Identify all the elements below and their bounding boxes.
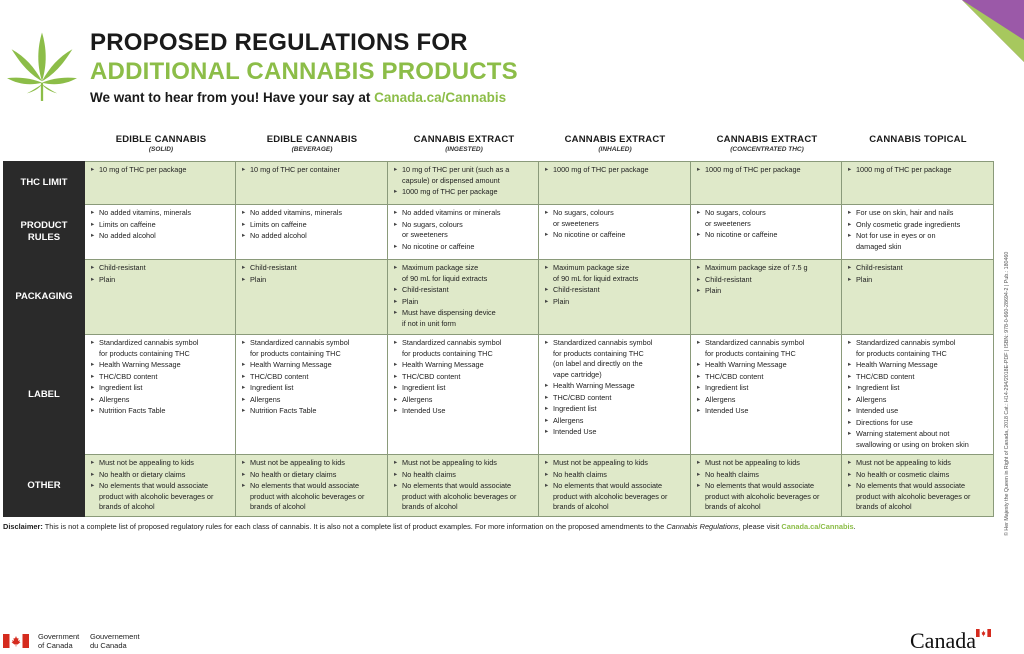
bullet-list: [545, 263, 684, 307]
gov-fr-line2: du Canada: [90, 640, 127, 650]
list-item: ▸ Standardized cannabis symbol for products containing THC: [394, 338, 532, 359]
list-item: ▸ THC/CBD content: [242, 372, 381, 383]
list-item: ▸ Health Warning Message: [848, 360, 987, 371]
list-item: ▸ No nicotine or caffeine: [697, 230, 835, 241]
table-cell: [539, 260, 691, 335]
bullet-list: [697, 338, 835, 417]
list-item: ▸ No nicotine or caffeine: [394, 242, 532, 253]
list-item: ▸ 10 mg of THC per container: [242, 165, 381, 176]
list-item: ▸ Child-resistant: [242, 263, 381, 274]
list-item: ▸ No health claims: [394, 470, 532, 481]
list-item: ▸ 1000 mg of THC per package: [697, 165, 835, 176]
list-item: ▸ Standardized cannabis symbol for products containing THC (on label and directly on the vape cartridge): [545, 338, 684, 380]
list-item: ▸ Must not be appealing to kids: [394, 458, 532, 469]
list-item: ▸ No elements that would associate product with alcoholic beverages or brands of alcohol: [394, 481, 532, 513]
list-item: ▸ Intended Use: [545, 427, 684, 438]
row-packaging: [4, 260, 994, 335]
list-item: ▸ Intended Use: [394, 406, 532, 417]
bullet-list: [242, 263, 381, 285]
list-item: ▸ Must not be appealing to kids: [545, 458, 684, 469]
table-cell: [85, 205, 236, 260]
bullet-list: [697, 458, 835, 513]
list-item: ▸ For use on skin, hair and nails: [848, 208, 987, 219]
list-item: ▸ No added alcohol: [242, 231, 381, 242]
list-item: ▸ Standardized cannabis symbol for products containing THC: [848, 338, 987, 359]
table-cell: [85, 455, 236, 517]
row-header-other: OTHER: [4, 455, 85, 517]
column-header-title: CANNABIS TOPICAL: [869, 134, 967, 145]
list-item: ▸ Plain: [394, 297, 532, 308]
row-thc-limit: [4, 162, 994, 205]
subtitle-text: We want to hear from you! Have your say at: [90, 90, 375, 105]
bullet-list: [545, 458, 684, 513]
list-item: ▸ Health Warning Message: [91, 360, 229, 371]
list-item: ▸ No added vitamins or minerals: [394, 208, 532, 219]
row-product-rules: [4, 205, 994, 260]
column-header-subtitle: (BEVERAGE): [291, 146, 333, 153]
table-cell: [691, 205, 842, 260]
list-item: ▸ Ingredient list: [394, 383, 532, 394]
column-header-subtitle: (INHALED): [598, 146, 632, 153]
column-header-edible-beverage: [236, 134, 388, 153]
list-item: ▸ 1000 mg of THC per package: [848, 165, 987, 176]
table-cell: [388, 162, 539, 205]
table-cell: [85, 335, 236, 455]
list-item: ▸ Child-resistant: [545, 285, 684, 296]
list-item: ▸ Not for use in eyes or on damaged skin: [848, 231, 987, 252]
list-item: ▸ No elements that would associate product with alcoholic beverages or brands of alcohol: [848, 481, 987, 513]
bullet-list: [697, 263, 835, 297]
list-item: ▸ Must have dispensing device if not in unit form: [394, 308, 532, 329]
gov-en-line1: Government: [38, 632, 80, 641]
bullet-list: [545, 165, 684, 176]
canada-flag-icon: [3, 634, 29, 648]
column-header-edible-solid: [85, 134, 237, 153]
table-cell: [539, 162, 691, 205]
page-subtitle: [90, 90, 506, 105]
table-cell: [236, 335, 388, 455]
government-of-canada-fr: [90, 633, 140, 650]
disclaimer-italic: Cannabis Regulations: [666, 522, 739, 531]
list-item: ▸ THC/CBD content: [91, 372, 229, 383]
row-label: [4, 335, 994, 455]
table-cell: [85, 260, 236, 335]
list-item: ▸ No elements that would associate product with alcoholic beverages or brands of alcohol: [697, 481, 835, 513]
list-item: ▸ Ingredient list: [848, 383, 987, 394]
gov-fr-line1: Gouvernement: [90, 632, 140, 641]
table-cell: [236, 260, 388, 335]
list-item: ▸ Maximum package size of 90 mL for liquid extracts: [545, 263, 684, 284]
bullet-list: [848, 208, 987, 252]
bullet-list: [91, 263, 229, 285]
list-item: ▸ Allergens: [91, 395, 229, 406]
table-cell: [388, 205, 539, 260]
list-item: ▸ Limits on caffeine: [91, 220, 229, 231]
page-title-line2: ADDITIONAL CANNABIS PRODUCTS: [90, 58, 518, 85]
list-item: ▸ Plain: [848, 275, 987, 286]
column-header-title: CANNABIS EXTRACT: [716, 134, 818, 145]
list-item: ▸ Standardized cannabis symbol for products containing THC: [242, 338, 381, 359]
list-item: ▸ Health Warning Message: [394, 360, 532, 371]
list-item: ▸ Child-resistant: [394, 285, 532, 296]
cannabis-leaf-icon: [4, 28, 80, 104]
regulations-table: [3, 161, 994, 517]
column-header-subtitle: (INGESTED): [445, 146, 483, 153]
list-item: ▸ No nicotine or caffeine: [545, 230, 684, 241]
column-header-subtitle: (CONCENTRATED THC): [730, 146, 804, 153]
bullet-list: [545, 338, 684, 438]
bullet-list: [242, 458, 381, 513]
list-item: ▸ Must not be appealing to kids: [697, 458, 835, 469]
list-item: ▸ Warning statement about not swallowing or using on broken skin: [848, 429, 987, 450]
list-item: ▸ No sugars, colours or sweeteners: [697, 208, 835, 229]
list-item: ▸ No sugars, colours or sweeteners: [394, 220, 532, 241]
table-cell: [691, 335, 842, 455]
bullet-list: [394, 165, 532, 198]
list-item: ▸ Health Warning Message: [242, 360, 381, 371]
column-header-extract-ingested: [388, 134, 540, 153]
disclaimer-link[interactable]: Canada.ca/Cannabis: [781, 522, 854, 531]
list-item: ▸ No elements that would associate product with alcoholic beverages or brands of alcohol: [242, 481, 381, 513]
table-cell: [539, 335, 691, 455]
column-header-title: EDIBLE CANNABIS: [115, 134, 207, 145]
list-item: ▸ Maximum package size of 90 mL for liquid extracts: [394, 263, 532, 284]
list-item: ▸ 1000 mg of THC per package: [394, 187, 532, 198]
bullet-list: [394, 208, 532, 252]
list-item: ▸ Health Warning Message: [697, 360, 835, 371]
row-header-label: LABEL: [4, 335, 85, 455]
list-item: ▸ THC/CBD content: [697, 372, 835, 383]
bullet-list: [394, 338, 532, 417]
table-cell: [388, 260, 539, 335]
list-item: ▸ Directions for use: [848, 418, 987, 429]
list-item: ▸ 10 mg of THC per unit (such as a capsule) or dispensed amount: [394, 165, 532, 186]
list-item: ▸ Standardized cannabis symbol for products containing THC: [697, 338, 835, 359]
column-header-extract-concentrated: [691, 134, 843, 153]
table-cell: [236, 455, 388, 517]
table-cell: [691, 260, 842, 335]
page-title-line1: PROPOSED REGULATIONS FOR: [90, 29, 468, 56]
disclaimer-label: Disclaimer:: [3, 522, 43, 531]
list-item: ▸ Only cosmetic grade ingredients: [848, 220, 987, 231]
list-item: ▸ Child-resistant: [697, 275, 835, 286]
column-header-title: CANNABIS EXTRACT: [413, 134, 515, 145]
list-item: ▸ No sugars, colours or sweeteners: [545, 208, 684, 229]
table-cell: [691, 162, 842, 205]
table-cell: [842, 205, 994, 260]
side-publication-info: © Her Majesty the Queen in Right of Canada, 2018 Cat.: H14-294/2018E-PDF | ISBN: 978-0-660-28694-2 | Pub.: 180460: [1004, 251, 1010, 536]
list-item: ▸ No health claims: [545, 470, 684, 481]
list-item: ▸ Ingredient list: [91, 383, 229, 394]
bullet-list: [91, 458, 229, 513]
list-item: ▸ No health claims: [697, 470, 835, 481]
list-item: ▸ Allergens: [848, 395, 987, 406]
list-item: ▸ No health or dietary claims: [242, 470, 381, 481]
list-item: ▸ Plain: [242, 275, 381, 286]
government-of-canada-en: [38, 633, 79, 650]
bullet-list: [848, 263, 987, 285]
column-header-topical: [842, 134, 994, 146]
list-item: ▸ Child-resistant: [848, 263, 987, 274]
list-item: ▸ 10 mg of THC per package: [91, 165, 229, 176]
list-item: ▸ Standardized cannabis symbol for products containing THC: [91, 338, 229, 359]
bullet-list: [394, 458, 532, 513]
list-item: ▸ Plain: [91, 275, 229, 286]
disclaimer-end: .: [853, 522, 856, 531]
table-cell: [842, 162, 994, 205]
list-item: ▸ Intended Use: [697, 406, 835, 417]
list-item: ▸ Maximum package size of 7.5 g: [697, 263, 835, 274]
bullet-list: [697, 165, 835, 176]
bullet-list: [848, 458, 987, 513]
list-item: ▸ Plain: [697, 286, 835, 297]
column-header-title: CANNABIS EXTRACT: [564, 134, 666, 145]
list-item: ▸ 1000 mg of THC per package: [545, 165, 684, 176]
list-item: ▸ No added alcohol: [91, 231, 229, 242]
bullet-list: [91, 165, 229, 176]
list-item: ▸ No health or cosmetic claims: [848, 470, 987, 481]
list-item: ▸ Ingredient list: [697, 383, 835, 394]
list-item: ▸ Nutrition Facts Table: [242, 406, 381, 417]
table-cell: [539, 205, 691, 260]
canada-wordmark: Canada: [910, 628, 976, 653]
table-cell: [539, 455, 691, 517]
gov-en-line2: of Canada: [38, 640, 73, 650]
row-header-packaging: PACKAGING: [4, 260, 85, 335]
row-header-thc-limit: THC LIMIT: [4, 162, 85, 205]
list-item: ▸ Must not be appealing to kids: [242, 458, 381, 469]
row-other: [4, 455, 994, 517]
list-item: ▸ Nutrition Facts Table: [91, 406, 229, 417]
table-cell: [842, 335, 994, 455]
table-cell: [842, 260, 994, 335]
table-cell: [842, 455, 994, 517]
list-item: ▸ Ingredient list: [545, 404, 684, 415]
list-item: ▸ No health or dietary claims: [91, 470, 229, 481]
list-item: ▸ Plain: [545, 297, 684, 308]
corner-decoration: [932, 0, 1024, 62]
list-item: ▸ Must not be appealing to kids: [91, 458, 229, 469]
bullet-list: [394, 263, 532, 329]
disclaimer-text: This is not a complete list of proposed regulatory rules for each class of cannabis. It is also not a complete list of product examples. For more information on the proposed amendments to the: [42, 522, 667, 531]
table-cell: [85, 162, 236, 205]
bullet-list: [242, 208, 381, 242]
table-cell: [236, 205, 388, 260]
list-item: ▸ Allergens: [545, 416, 684, 427]
list-item: ▸ THC/CBD content: [848, 372, 987, 383]
list-item: ▸ THC/CBD content: [545, 393, 684, 404]
bullet-list: [242, 165, 381, 176]
list-item: ▸ Limits on caffeine: [242, 220, 381, 231]
list-item: ▸ No added vitamins, minerals: [91, 208, 229, 219]
disclaimer-text2: , please visit: [738, 522, 782, 531]
bullet-list: [697, 208, 835, 241]
bullet-list: [91, 208, 229, 242]
table-cell: [236, 162, 388, 205]
bullet-list: [242, 338, 381, 417]
list-item: ▸ No added vitamins, minerals: [242, 208, 381, 219]
column-header-extract-inhaled: [539, 134, 691, 153]
list-item: ▸ No elements that would associate product with alcoholic beverages or brands of alcohol: [545, 481, 684, 513]
list-item: ▸ Child-resistant: [91, 263, 229, 274]
table-cell: [388, 335, 539, 455]
list-item: ▸ THC/CBD content: [394, 372, 532, 383]
list-item: ▸ Ingredient list: [242, 383, 381, 394]
wordmark-flag-icon: [976, 629, 991, 637]
column-header-title: EDIBLE CANNABIS: [266, 134, 358, 145]
row-header-product-rules: PRODUCT RULES: [4, 205, 85, 260]
list-item: ▸ Allergens: [242, 395, 381, 406]
column-header-subtitle: (SOLID): [148, 146, 174, 153]
list-item: ▸ Intended use: [848, 406, 987, 417]
bullet-list: [545, 208, 684, 241]
table-cell: [691, 455, 842, 517]
list-item: ▸ Allergens: [394, 395, 532, 406]
bullet-list: [848, 165, 987, 176]
list-item: ▸ No elements that would associate product with alcoholic beverages or brands of alcohol: [91, 481, 229, 513]
table-cell: [388, 455, 539, 517]
subtitle-link[interactable]: Canada.ca/Cannabis: [374, 90, 507, 105]
bullet-list: [91, 338, 229, 417]
bullet-list: [848, 338, 987, 450]
list-item: ▸ Allergens: [697, 395, 835, 406]
disclaimer: [3, 522, 993, 531]
list-item: ▸ Must not be appealing to kids: [848, 458, 987, 469]
list-item: ▸ Health Warning Message: [545, 381, 684, 392]
